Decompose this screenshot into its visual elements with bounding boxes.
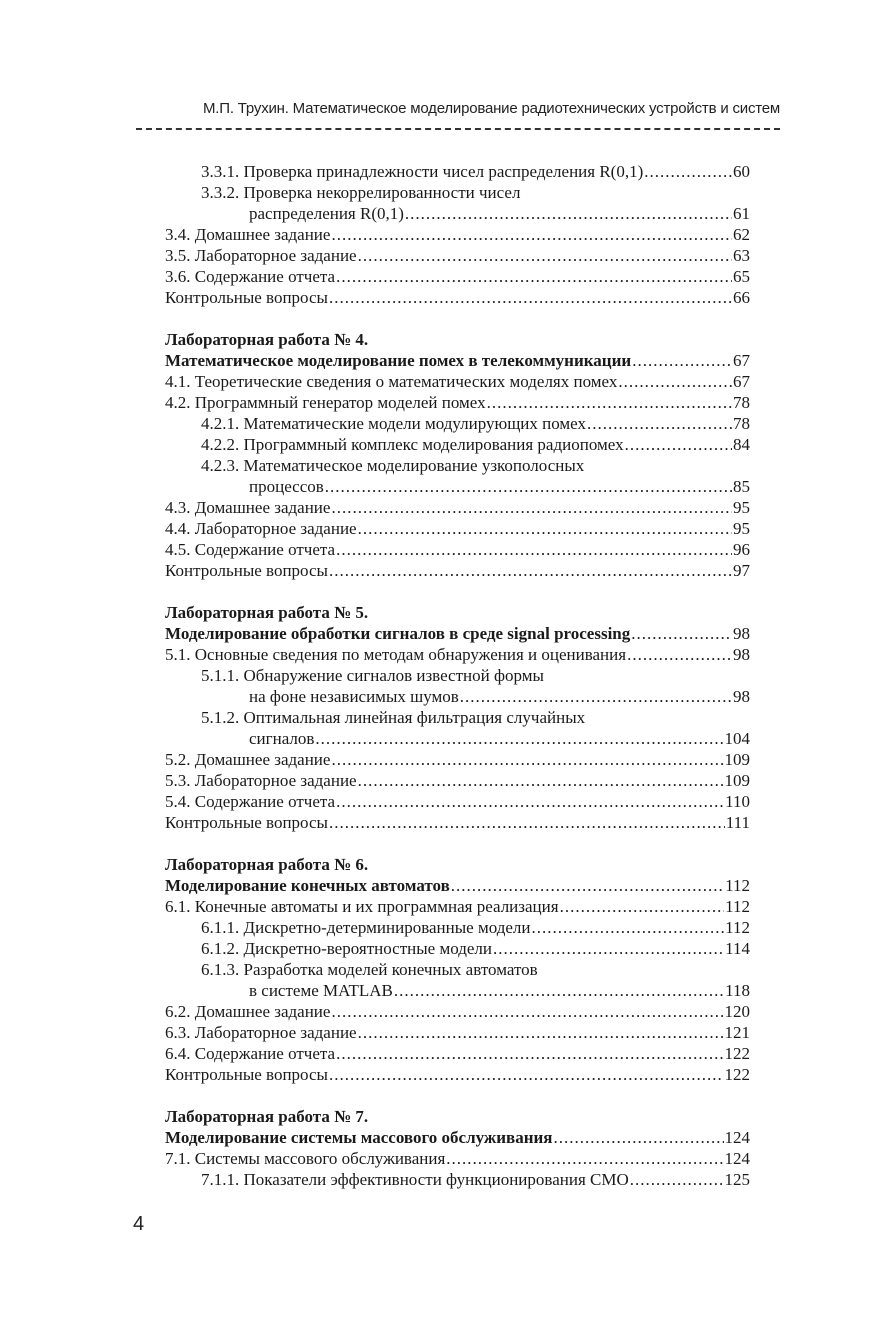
toc-entry[interactable]: 4.1. Теоретические сведения о математических моделях помех ..... 67 [165, 371, 750, 392]
header-divider [136, 128, 780, 130]
toc-entry[interactable]: процессов ..... 85 [165, 476, 750, 497]
toc-entry[interactable]: 4.3. Домашнее задание ..... 95 [165, 497, 750, 518]
toc-entry[interactable]: 4.4. Лабораторное задание ..... 95 [165, 518, 750, 539]
toc-entry[interactable]: 6.2. Домашнее задание ..... 120 [165, 1001, 750, 1022]
toc-entry[interactable]: 5.2. Домашнее задание ..... 109 [165, 749, 750, 770]
toc-entry[interactable]: 4.2. Программный генератор моделей помех ..... 78 [165, 392, 750, 413]
toc-entry[interactable]: 5.4. Содержание отчета ..... 110 [165, 791, 750, 812]
toc-entry[interactable]: 4.2.3. Математическое моделирование узкополосных [201, 456, 585, 475]
toc-entry[interactable]: 7.1.1. Показатели эффективности функционирования СМО ..... 125 [165, 1169, 750, 1190]
lab-heading: Лабораторная работа № 4. [165, 330, 369, 349]
lab-title-entry[interactable]: Математическое моделирование помех в телекоммуникации ..... 67 [165, 350, 750, 371]
toc-entry[interactable]: Контрольные вопросы ..... 66 [165, 287, 750, 308]
toc-entry[interactable]: 3.3.1. Проверка принадлежности чисел распределения R(0,1) ..... 60 [165, 161, 750, 182]
toc-entry[interactable]: 3.4. Домашнее задание ..... 62 [165, 224, 750, 245]
lab-heading: Лабораторная работа № 6. [165, 855, 369, 874]
lab-title-entry[interactable]: Моделирование обработки сигналов в среде signal processing ..... 98 [165, 623, 750, 644]
lab-title-entry[interactable]: Моделирование конечных автоматов ..... 112 [165, 875, 750, 896]
toc-entry[interactable]: 4.5. Содержание отчета ..... 96 [165, 539, 750, 560]
toc-entry[interactable]: 3.5. Лабораторное задание ..... 63 [165, 245, 750, 266]
toc-entry[interactable]: 5.1. Основные сведения по методам обнаружения и оценивания ..... 98 [165, 644, 750, 665]
lab-heading: Лабораторная работа № 7. [165, 1107, 369, 1126]
toc-entry[interactable]: распределения R(0,1) ..... 61 [165, 203, 750, 224]
toc-entry[interactable]: 5.1.1. Обнаружение сигналов известной формы [201, 666, 544, 685]
toc-entry[interactable]: Контрольные вопросы ..... 97 [165, 560, 750, 581]
toc-entry[interactable]: 6.4. Содержание отчета ..... 122 [165, 1043, 750, 1064]
toc-entry[interactable]: 6.1.1. Дискретно-детерминированные модели ..... 112 [165, 917, 750, 938]
toc-entry[interactable]: 6.3. Лабораторное задание ..... 121 [165, 1022, 750, 1043]
toc-entry[interactable]: Контрольные вопросы ..... 122 [165, 1064, 750, 1085]
toc-entry[interactable]: 6.1. Конечные автоматы и их программная реализация ..... 112 [165, 896, 750, 917]
running-title: М.П. Трухин. Математическое моделирование радиотехнических устройств и систем [203, 100, 780, 117]
toc-entry[interactable]: 5.3. Лабораторное задание ..... 109 [165, 770, 750, 791]
toc-entry[interactable]: 5.1.2. Оптимальная линейная фильтрация случайных [201, 708, 586, 727]
toc-entry[interactable]: сигналов ..... 104 [165, 728, 750, 749]
lab-heading: Лабораторная работа № 5. [165, 603, 369, 622]
toc-entry[interactable]: 4.2.2. Программный комплекс моделирования радиопомех ..... 84 [165, 434, 750, 455]
toc-entry[interactable]: 3.3.2. Проверка некоррелированности чисел [201, 183, 521, 202]
toc-entry[interactable]: 6.1.2. Дискретно-вероятностные модели ..... 114 [165, 938, 750, 959]
toc-entry[interactable]: 6.1.3. Разработка моделей конечных автоматов [201, 960, 538, 979]
table-of-contents [165, 161, 750, 1190]
toc-entry[interactable]: Контрольные вопросы ..... 111 [165, 812, 750, 833]
page-number: 4 [133, 1213, 145, 1235]
toc-entry[interactable]: в системе MATLAB ..... 118 [165, 980, 750, 1001]
lab-title-entry[interactable]: Моделирование системы массового обслуживания ..... 124 [165, 1127, 750, 1148]
toc-entry[interactable]: 3.6. Содержание отчета ..... 65 [165, 266, 750, 287]
toc-entry[interactable]: 4.2.1. Математические модели модулирующих помех ..... 78 [165, 413, 750, 434]
toc-entry[interactable]: на фоне независимых шумов ..... 98 [165, 686, 750, 707]
toc-entry[interactable]: 7.1. Системы массового обслуживания ..... 124 [165, 1148, 750, 1169]
